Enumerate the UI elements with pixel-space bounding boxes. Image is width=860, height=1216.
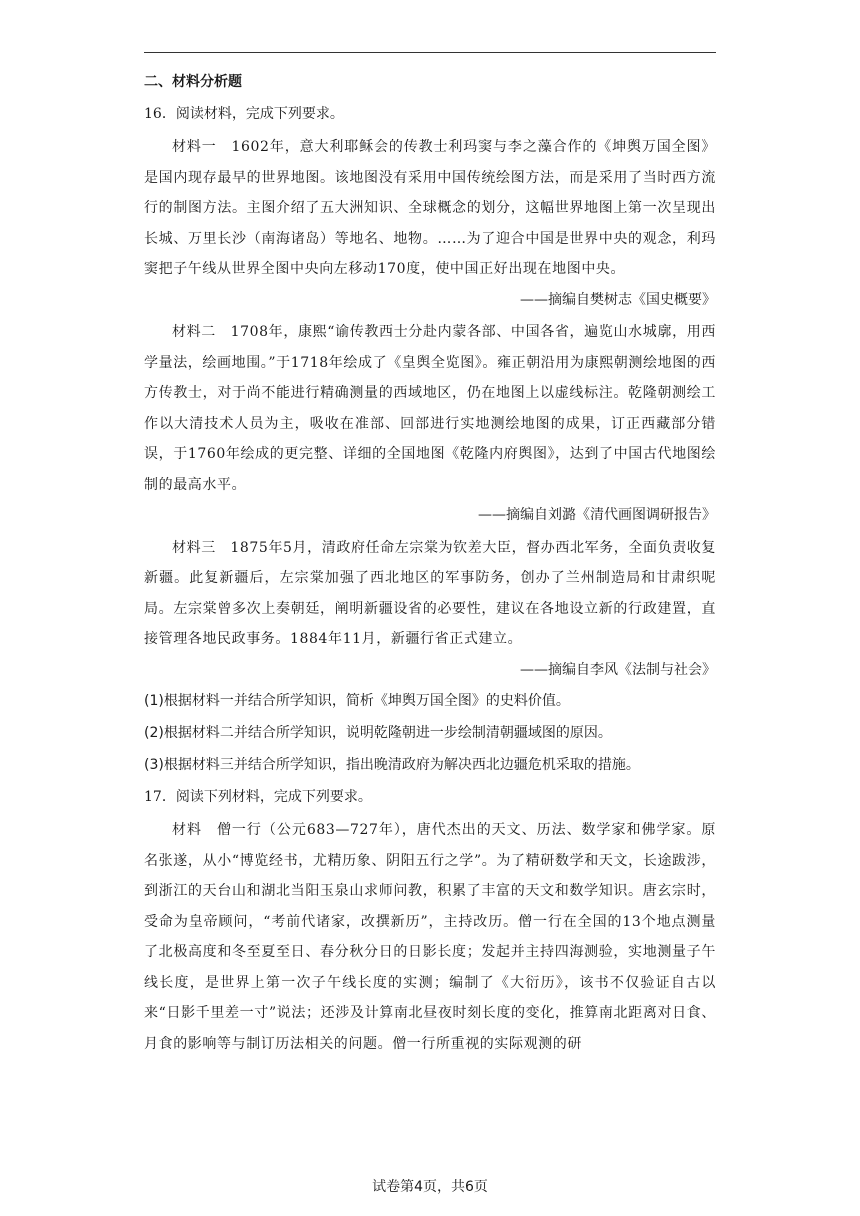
section-title: 二、材料分析题 — [144, 74, 242, 90]
page-footer: 试卷第4页，共6页 — [372, 1179, 488, 1195]
material-1-text: 材料一 1602年，意大利耶稣会的传教士利玛窦与李之藻合作的《坤舆万国全图》是国内现存最早的世界地图。该地图没有采用中国传统绘图方法，而是采用了当时西方流行的制图方法。主图介绍了五大洲知识、全球概念的划分，这幅世界地图上第一次呈现出长城、万里长沙（南海诸岛）等地名、地物。……为了迎合中国是世界中央的观念，利玛窦把子午线从世界全图中央向左移动170度，使中国正好出现在地图中央。 — [144, 139, 716, 277]
page-content — [144, 68, 716, 1059]
material-2-source: ——摘编自刘潞《清代画图调研报告》 — [478, 507, 716, 523]
material-17-text: 材料 僧一行（公元683—727年），唐代杰出的天文、历法、数学家和佛学家。原名张遂，从小“博览经书，尤精历象、阴阳五行之学”。为了精研数学和天文，长途跋涉，到浙江的天台山和湖北当阳玉泉山求师问教，积累了丰富的天文和数学知识。唐玄宗时，受命为皇帝顾问，“考前代诸家，改撰新历”，主持改历。僧一行在全国的13个地点测量了北极高度和冬至夏至日、春分秋分日的日影长度；发起并主持四海测验，实地测量子午线长度，是世界上第一次子午线长度的实测；编制了《大衍历》，该书不仅验证自古以来“日影千里差一寸”说法；还涉及计算南北昼夜时刻长度的变化，推算南北距离对日食、月食的影响等与制订历法相关的问题。僧一行所重视的实际观测的研 — [144, 822, 716, 1052]
header-rule — [144, 52, 716, 53]
material-3-source: ——摘编自李风《法制与社会》 — [520, 661, 716, 678]
material-2-text: 材料二 1708年，康熙“谕传教西士分赴内蒙各部、中国各省，遍览山水城廓，用西学量法，绘画地围。”于1718年绘成了《皇舆全览图》。雍正朝沿用为康熙朝测绘地图的西方传教士，对于尚不能进行精确测量的西域地区，仍在地图上以虚线标注。乾隆朝测绘工作以大清技术人员为主，吸收在准部、回部进行实地测绘地图的成果，订正西藏部分错误，于1760年绘成的更完整、详细的全国地图《乾隆内府舆图》，达到了中国古代地图绘制的最高水平。 — [144, 324, 716, 493]
question-16-part-1: (1)根据材料一并结合所学知识，简析《坤舆万国全图》的史料价值。 — [144, 693, 570, 709]
question-16-part-2: (2)根据材料二并结合所学知识，说明乾隆朝进一步绘制清朝疆域图的原因。 — [144, 725, 612, 741]
question-17-prompt: 17．阅读下列材料，完成下列要求。 — [144, 789, 372, 805]
question-16-part-3: (3)根据材料三并结合所学知识，指出晚清政府为解决西北边疆危机采取的措施。 — [144, 757, 640, 773]
material-1-source: ——摘编自樊树志《国史概要》 — [520, 291, 716, 308]
question-16-prompt: 16．阅读材料，完成下列要求。 — [144, 106, 344, 122]
material-3-text: 材料三 1875年5月，清政府任命左宗棠为钦差大臣，督办西北军务，全面负责收复新疆。此复新疆后，左宗棠加强了西北地区的军事防务，创办了兰州制造局和甘肃织呢局。左宗棠曾多次上奏朝廷，阐明新疆设省的必要性，建议在各地设立新的行政建置，直接管理各地民政事务。1884年11月，新疆行省正式建立。 — [144, 539, 716, 647]
